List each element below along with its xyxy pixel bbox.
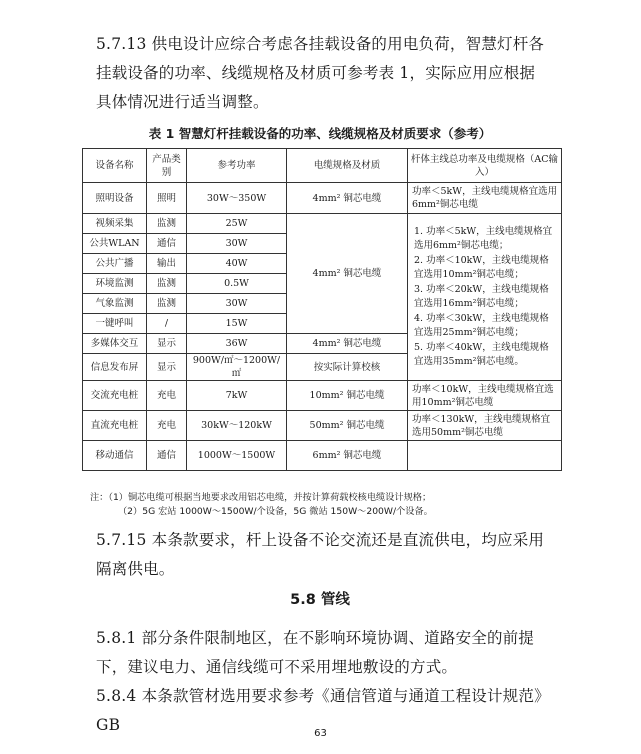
cell-trunk-empty	[408, 441, 562, 471]
cell-category: 监测	[147, 294, 187, 314]
cell-name: 视频采集	[83, 214, 147, 234]
paragraph-5-8-4: 5.8.4 本条款管材选用要求参考《通信管道与通道工程设计规范》GB	[96, 687, 543, 734]
cell-category: 充电	[147, 411, 187, 441]
cell-cable: 6mm² 铜芯电缆	[287, 441, 408, 471]
cell-name: 移动通信	[83, 441, 147, 471]
table-header-row	[83, 149, 562, 183]
cell-power: 900W/㎡～1200W/㎡	[187, 354, 287, 381]
cell-category: 通信	[147, 441, 187, 471]
cell-cable: 10mm² 铜芯电缆	[287, 381, 408, 411]
header-name: 设备名称	[83, 149, 147, 183]
cell-trunk: 功率＜10kW，主线电缆规格宜选用10mm²铜芯电缆	[408, 381, 562, 411]
cell-power: 25W	[187, 214, 287, 234]
cell-power: 15W	[187, 314, 287, 334]
cell-power: 7kW	[187, 381, 287, 411]
paragraph-5-7-15: 5.7.15 本条款要求，杆上设备不论交流还是直流供电，均应采用隔离供电。	[96, 531, 545, 578]
cell-cable: 按实际计算校核	[287, 354, 408, 381]
section-title-5-8: 5.8 管线	[290, 592, 350, 608]
trunk-item: 3. 功率＜20kW，主线电缆规格宜选用16mm²铜芯电缆；	[414, 283, 549, 309]
table-row	[83, 214, 562, 234]
page-number: 63	[314, 728, 327, 739]
header-category: 产品类别	[147, 149, 187, 183]
cell-trunk: 功率＜5kW，主线电缆规格宜选用6mm²铜芯电缆	[408, 183, 562, 214]
table-caption: 表 1 智慧灯杆挂载设备的功率、线缆规格及材质要求（参考）	[148, 126, 492, 141]
cell-category: 显示	[147, 354, 187, 381]
cell-power: 0.5W	[187, 274, 287, 294]
trunk-item: 2. 功率＜10kW，主线电缆规格宜选用10mm²铜芯电缆；	[414, 254, 549, 280]
table-note-1: 注：（1）铜芯电缆可根据当地要求改用铝芯电缆，并按计算荷载校核电缆设计规格；	[90, 492, 432, 503]
paragraph-5-8-1: 5.8.1 部分条件限制地区，在不影响环境协调、道路安全的前提下，建议电力、通信线缆可不采用埋地敷设的方式。	[96, 629, 535, 676]
equipment-spec-table	[82, 148, 562, 471]
trunk-item: 1. 功率＜5kW，主线电缆规格宜选用6mm²铜芯电缆；	[414, 225, 553, 251]
cell-power: 1000W～1500W	[187, 441, 287, 471]
cell-name: 一键呼叫	[83, 314, 147, 334]
cell-trunk-merged	[408, 214, 562, 381]
cell-power: 30kW～120kW	[187, 411, 287, 441]
cell-name: 信息发布屏	[83, 354, 147, 381]
table-row	[83, 411, 562, 441]
cell-power: 30W～350W	[187, 183, 287, 214]
table-note-2: （2）5G 宏站 1000W～1500W/个设备，5G 微站 150W～200W/个设备。	[118, 506, 433, 517]
header-power: 参考功率	[187, 149, 287, 183]
cell-category: 充电	[147, 381, 187, 411]
cell-trunk: 功率＜130kW，主线电缆规格宜选用50mm²铜芯电缆	[408, 411, 562, 441]
cell-name: 公共WLAN	[83, 234, 147, 254]
header-cable: 电缆规格及材质	[287, 149, 408, 183]
table-row	[83, 381, 562, 411]
cell-category: 监测	[147, 274, 187, 294]
cell-name: 直流充电桩	[83, 411, 147, 441]
cell-name: 多媒体交互	[83, 334, 147, 354]
table-row	[83, 183, 562, 214]
cell-power: 40W	[187, 254, 287, 274]
cell-name: 公共广播	[83, 254, 147, 274]
cell-name: 气象监测	[83, 294, 147, 314]
cell-cable: 4mm² 铜芯电缆	[287, 183, 408, 214]
cell-category: 照明	[147, 183, 187, 214]
cell-name: 照明设备	[83, 183, 147, 214]
trunk-item: 5. 功率＜40kW，主线电缆规格宜选用35mm²铜芯电缆。	[414, 341, 549, 367]
cell-power: 36W	[187, 334, 287, 354]
cell-power: 30W	[187, 294, 287, 314]
cell-category: 输出	[147, 254, 187, 274]
cell-category: 显示	[147, 334, 187, 354]
cell-cable: 4mm² 铜芯电缆	[287, 334, 408, 354]
cell-power: 30W	[187, 234, 287, 254]
header-trunk: 杆体主线总功率及电缆规格（AC输入）	[408, 149, 562, 183]
cell-name: 交流充电桩	[83, 381, 147, 411]
cell-cable-merged: 4mm² 铜芯电缆	[287, 214, 408, 334]
cell-category: 通信	[147, 234, 187, 254]
trunk-item: 4. 功率＜30kW，主线电缆规格宜选用25mm²铜芯电缆；	[414, 312, 549, 338]
paragraph-5-7-13: 5.7.13 供电设计应综合考虑各挂载设备的用电负荷，智慧灯杆各挂载设备的功率、线缆规格及材质可参考表 1，实际应用应根据具体情况进行适当调整。	[96, 35, 545, 111]
cell-cable: 50mm² 铜芯电缆	[287, 411, 408, 441]
cell-category: /	[147, 314, 187, 334]
table-row	[83, 441, 562, 471]
cell-category: 监测	[147, 214, 187, 234]
cell-name: 环境监测	[83, 274, 147, 294]
